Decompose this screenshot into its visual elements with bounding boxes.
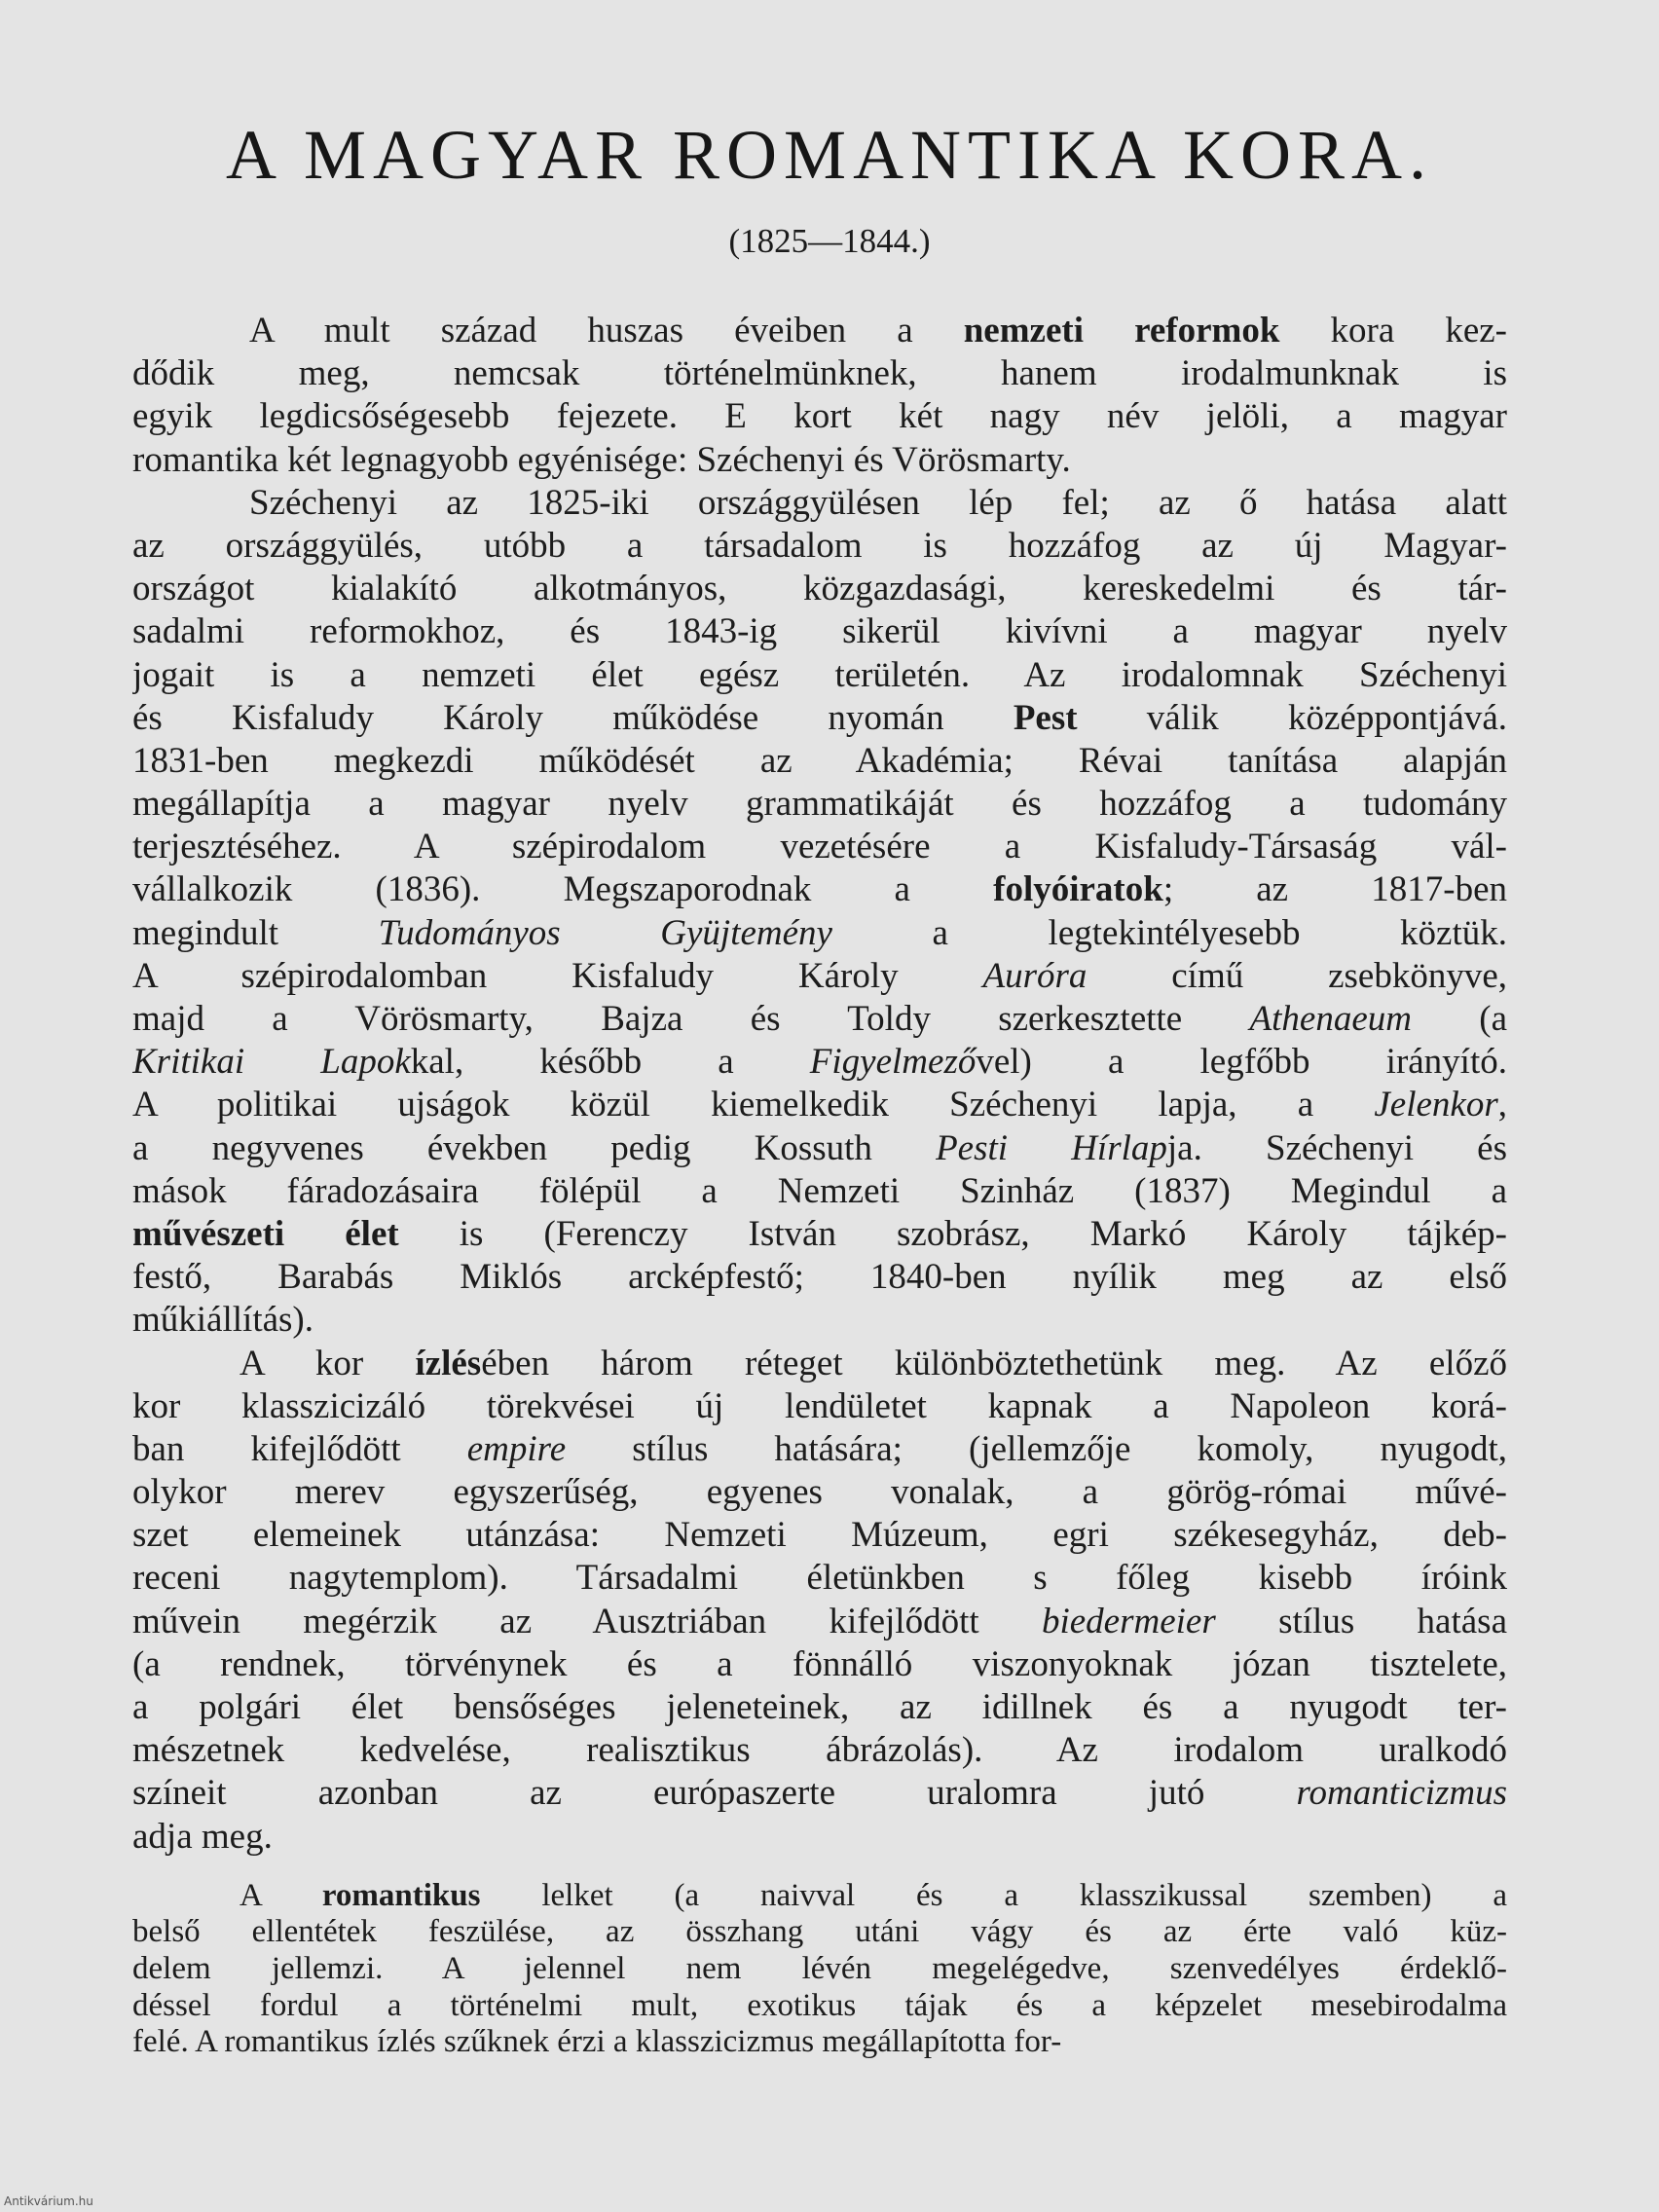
italic-title: romanticizmus	[1296, 1773, 1507, 1814]
text-line	[132, 1951, 1507, 1988]
text-segment: sadalmi reformokhoz, és 1843-ig sikerül kivívni a magyar nyelv	[132, 611, 1507, 652]
bold-term: folyóiratok	[993, 869, 1163, 910]
text-segment: mások fáradozásaira fölépül a Nemzeti Szinház (1837) Megindul a	[132, 1170, 1507, 1211]
text-line	[132, 1601, 1507, 1643]
text-segment: A politikai ujságok közül kiemelkedik Széchenyi lapja, a	[132, 1085, 1375, 1125]
text-segment: című zsebkönyve,	[1087, 955, 1507, 996]
text-segment: ban kifejlődött	[132, 1428, 467, 1469]
text-segment: is (Ferenczy István szobrász, Markó Károly tájkép-	[398, 1213, 1507, 1254]
text-segment: 1831-ben megkezdi működését az Akadémia; Révai tanítása alapján	[132, 740, 1507, 781]
text-line	[132, 1557, 1507, 1600]
text-segment: (a rendnek, törvénynek és a fönnálló viszonyoknak józan tisztelete,	[132, 1643, 1507, 1684]
text-line	[132, 1127, 1507, 1170]
italic-title: Pesti Hírlap	[936, 1127, 1167, 1168]
text-segment: megindult	[132, 912, 379, 953]
text-line	[132, 1213, 1507, 1256]
bold-term: romantikus	[321, 1877, 481, 1913]
text-line	[132, 1299, 1507, 1342]
text-segment: vállalkozik (1836). Megszaporodnak a	[132, 869, 994, 910]
text-line	[132, 1385, 1507, 1428]
text-segment: kora kez-	[1279, 311, 1507, 350]
paragraph-gap	[132, 1859, 1507, 1878]
text-segment: déssel fordul a történelmi mult, exotikus tájak és a képzelet mesebirodalma	[132, 1987, 1507, 2023]
text-segment: műkiállítás).	[132, 1300, 313, 1341]
text-segment: A kor	[240, 1343, 416, 1383]
text-segment: művein megérzik az Ausztriában kifejlődött	[132, 1601, 1042, 1641]
text-line	[132, 525, 1507, 568]
text-line	[132, 697, 1507, 740]
bold-term: Pest	[1013, 697, 1078, 738]
watermark-text: Antikvárium.hu	[4, 2194, 93, 2208]
text-line	[132, 2024, 1507, 2061]
text-line	[132, 610, 1507, 653]
text-segment: a polgári élet bensőséges jeleneteinek, az idillnek és a nyugodt ter-	[132, 1687, 1507, 1727]
text-segment: ; az 1817-ben	[1162, 869, 1507, 910]
text-line	[132, 912, 1507, 955]
bold-term: nemzeti reformok	[963, 311, 1280, 350]
text-segment: stílus hatása	[1215, 1601, 1507, 1641]
text-segment: terjesztéséhez. A szépirodalom vezetésére a Kisfaludy-Társaság vál-	[132, 827, 1507, 867]
text-line	[132, 439, 1507, 482]
italic-title: Tudományos Gyüjtemény	[378, 912, 832, 953]
text-line	[132, 955, 1507, 998]
bold-term: ízlés	[415, 1343, 482, 1383]
text-line	[132, 1686, 1507, 1729]
body-text	[132, 310, 1507, 2061]
text-segment: színeit azonban az európaszerte uralomra jutó	[132, 1773, 1297, 1814]
text-segment: ében három réteget különböztethetünk meg. Az előző	[481, 1343, 1507, 1383]
text-line	[132, 1256, 1507, 1299]
paragraph	[132, 1878, 1507, 2061]
text-segment: A mult század huszas éveiben a	[249, 311, 964, 350]
italic-title: biedermeier	[1041, 1601, 1216, 1641]
text-line	[132, 783, 1507, 826]
italic-title: Figyelmező	[809, 1042, 977, 1083]
text-line	[132, 395, 1507, 438]
text-segment: romantika két legnagyobb egyénisége: Széchenyi és Vörösmarty.	[132, 439, 1071, 480]
text-segment: vel) a legfőbb irányító.	[976, 1042, 1507, 1083]
text-line	[132, 1170, 1507, 1213]
paragraph	[132, 310, 1507, 482]
text-line	[132, 1988, 1507, 2025]
text-line	[132, 482, 1507, 525]
text-segment: szet elemeinek utánzása: Nemzeti Múzeum, egri székesegyház, deb-	[132, 1515, 1507, 1556]
text-line	[132, 1878, 1507, 1915]
text-line	[132, 1914, 1507, 1951]
paragraph	[132, 482, 1507, 1343]
italic-title: empire	[466, 1428, 567, 1469]
text-segment: a legtekintélyesebb köztük.	[831, 912, 1507, 953]
text-line	[132, 1343, 1507, 1385]
text-segment: a negyvenes években pedig Kossuth	[132, 1127, 937, 1168]
text-line	[132, 1643, 1507, 1686]
text-segment: A	[240, 1877, 322, 1913]
text-line	[132, 1428, 1507, 1471]
bold-term: művészeti élet	[132, 1213, 399, 1254]
text-segment: megállapítja a magyar nyelv grammatikáját és hozzáfog a tudomány	[132, 784, 1507, 825]
text-line	[132, 1514, 1507, 1557]
text-segment: kor klasszicizáló törekvései új lendületet kapnak a Napoleon korá-	[132, 1385, 1507, 1426]
text-segment: A szépirodalomban Kisfaludy Károly	[132, 955, 983, 996]
text-line	[132, 1816, 1507, 1859]
text-line	[132, 998, 1507, 1041]
text-segment: delem jellemzi. A jelennel nem lévén megelégedve, szenvedélyes érdeklő-	[132, 1950, 1507, 1986]
text-line	[132, 740, 1507, 783]
text-segment: ,	[1497, 1085, 1507, 1125]
text-line	[132, 1471, 1507, 1514]
text-line	[132, 1729, 1507, 1772]
text-line	[132, 826, 1507, 868]
chapter-title: A MAGYAR ROMANTIKA KORA.	[225, 116, 1434, 194]
paragraph	[132, 1343, 1507, 1859]
text-segment: kal, később a	[410, 1042, 810, 1083]
text-segment: az országgyülés, utóbb a társadalom is hozzáfog az új Magyar-	[132, 525, 1507, 566]
text-segment: felé. A romantikus ízlés szűknek érzi a klasszicizmus megállapította for-	[132, 2024, 1062, 2060]
text-segment: belső ellentétek feszülése, az összhang utáni vágy és az érte való küz-	[132, 1914, 1507, 1950]
text-line	[132, 310, 1507, 352]
text-segment: mészetnek kedvelése, realisztikus ábrázolás). Az irodalom uralkodó	[132, 1730, 1507, 1771]
chapter-dates: (1825—1844.)	[728, 222, 931, 260]
text-segment: olykor merev egyszerűség, egyenes vonalak, a görög-római művé-	[132, 1472, 1507, 1513]
text-segment: (a	[1411, 999, 1507, 1039]
text-line	[132, 352, 1507, 395]
text-line	[132, 1041, 1507, 1084]
italic-title: Auróra	[982, 955, 1088, 996]
text-line	[132, 868, 1507, 911]
text-segment: egyik legdicsőségesebb fejezete. E kort két nagy név jelöli, a magyar	[132, 396, 1507, 437]
text-line	[132, 568, 1507, 610]
italic-title: Jelenkor	[1374, 1085, 1498, 1125]
italic-title: Kritikai Lapok	[132, 1042, 411, 1083]
text-segment: dődik meg, nemcsak történelmünknek, hanem irodalmunknak is	[132, 353, 1507, 394]
text-line	[132, 1084, 1507, 1126]
text-segment: lelket (a naivval és a klasszikussal szemben) a	[480, 1877, 1507, 1913]
text-segment: országot kialakító alkotmányos, közgazdasági, kereskedelmi és tár-	[132, 569, 1507, 609]
text-segment: festő, Barabás Miklós arcképfestő; 1840-ben nyílik meg az első	[132, 1257, 1507, 1298]
text-line	[132, 1772, 1507, 1815]
text-segment: jogait is a nemzeti élet egész területén. Az irodalomnak Széchenyi	[132, 654, 1507, 695]
text-segment: válik középpontjává.	[1077, 697, 1507, 738]
text-line	[132, 654, 1507, 697]
text-segment: adja meg.	[132, 1816, 273, 1857]
text-segment: stílus hatására; (jellemzője komoly, nyugodt,	[566, 1428, 1507, 1469]
text-segment: Széchenyi az 1825-iki országgyülésen lép fel; az ő hatása alatt	[249, 482, 1507, 523]
text-segment: receni nagytemplom). Társadalmi életünkben s főleg kisebb íróink	[132, 1558, 1507, 1599]
text-segment: majd a Vörösmarty, Bajza és Toldy szerkesztette	[132, 999, 1250, 1039]
text-segment: és Kisfaludy Károly működése nyomán	[132, 697, 1014, 738]
italic-title: Athenaeum	[1249, 999, 1412, 1039]
text-segment: ja. Széchenyi és	[1166, 1127, 1507, 1168]
